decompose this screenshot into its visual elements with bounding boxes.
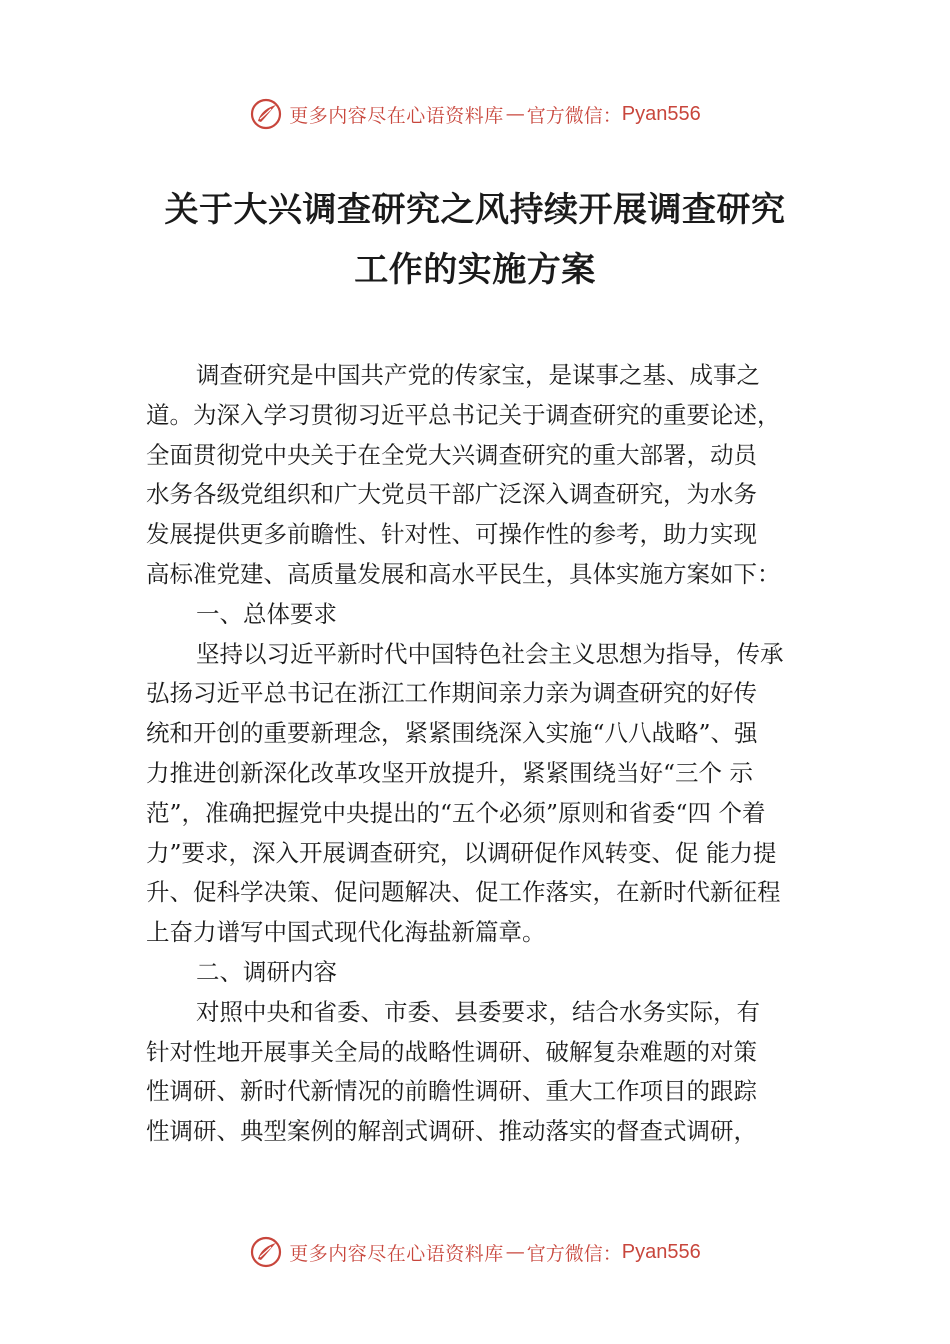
body-line: 坚持以习近平新时代中国特色社会主义思想为指导，传承 <box>196 639 784 668</box>
body-line: 上奋力谱写中国式现代化海盐新篇章。 <box>146 918 546 947</box>
body-line: 道。为深入学习贯彻习近平总书记关于调查研究的重要论述， <box>146 400 781 429</box>
document-title-line-2: 工作的实施方案 <box>354 250 596 290</box>
watermark-wechat-label: 官方微信： <box>526 104 622 127</box>
body-line: 力”要求，深入开展调查研究，以调研促作风转变、促 能力提 <box>146 838 777 867</box>
watermark-banner-bottom <box>0 1232 950 1272</box>
watermark-brand-text: 更多内容尽在心语资料库 <box>289 104 504 127</box>
body-line: 针对性地开展事关全局的战略性调研、破解复杂难题的对策 <box>146 1037 757 1066</box>
watermark-banner-top <box>0 94 950 134</box>
watermark-dash: — <box>505 103 525 125</box>
section-heading-research-content: 二、调研内容 <box>196 957 337 986</box>
section-heading-overall-requirements: 一、总体要求 <box>196 599 337 628</box>
watermark-dash: — <box>505 1241 525 1263</box>
body-line: 性调研、典型案例的解剖式调研、推动落实的督查式调研， <box>146 1117 757 1146</box>
document-body <box>146 356 836 1152</box>
watermark-wechat-label: 官方微信： <box>526 1242 622 1265</box>
body-line: 水务各级党组织和广大党员干部广泛深入调查研究，为水务 <box>146 480 757 509</box>
body-line: 性调研、新时代新情况的前瞻性调研、重大工作项目的跟踪 <box>146 1077 757 1106</box>
body-line: 升、促科学决策、促问题解决、促工作落实，在新时代新征程 <box>146 878 781 907</box>
body-line: 全面贯彻党中央关于在全党大兴调查研究的重大部署，动员 <box>146 440 757 469</box>
document-title-line-1: 关于大兴调查研究之风持续开展调查研究 <box>164 190 786 230</box>
body-line: 范”，准确把握党中央提出的“五个必须”原则和省委“四 个着 <box>146 798 766 827</box>
watermark-wechat-id: Pyan556 <box>621 102 701 125</box>
body-line: 弘扬习近平总书记在浙江工作期间亲力亲为调查研究的好传 <box>146 679 757 708</box>
body-line: 调查研究是中国共产党的传家宝，是谋事之基、成事之 <box>196 361 760 389</box>
body-line: 发展提供更多前瞻性、针对性、可操作性的参考，助力实现 <box>146 520 757 549</box>
body-line: 统和开创的重要新理念，紧紧围绕深入实施“八八战略”、强 <box>146 719 758 748</box>
watermark-brand-text: 更多内容尽在心语资料库 <box>289 1242 504 1265</box>
brand-logo-icon <box>249 1235 283 1269</box>
brand-logo-icon <box>249 97 283 131</box>
body-line: 力推进创新深化改革攻坚开放提升，紧紧围绕当好“三个 示 <box>146 758 753 787</box>
body-line: 高标准党建、高质量发展和高水平民生，具体实施方案如下： <box>146 559 781 588</box>
body-line: 对照中央和省委、市委、县委要求，结合水务实际，有 <box>196 997 760 1026</box>
watermark-wechat-id: Pyan556 <box>621 1240 701 1263</box>
